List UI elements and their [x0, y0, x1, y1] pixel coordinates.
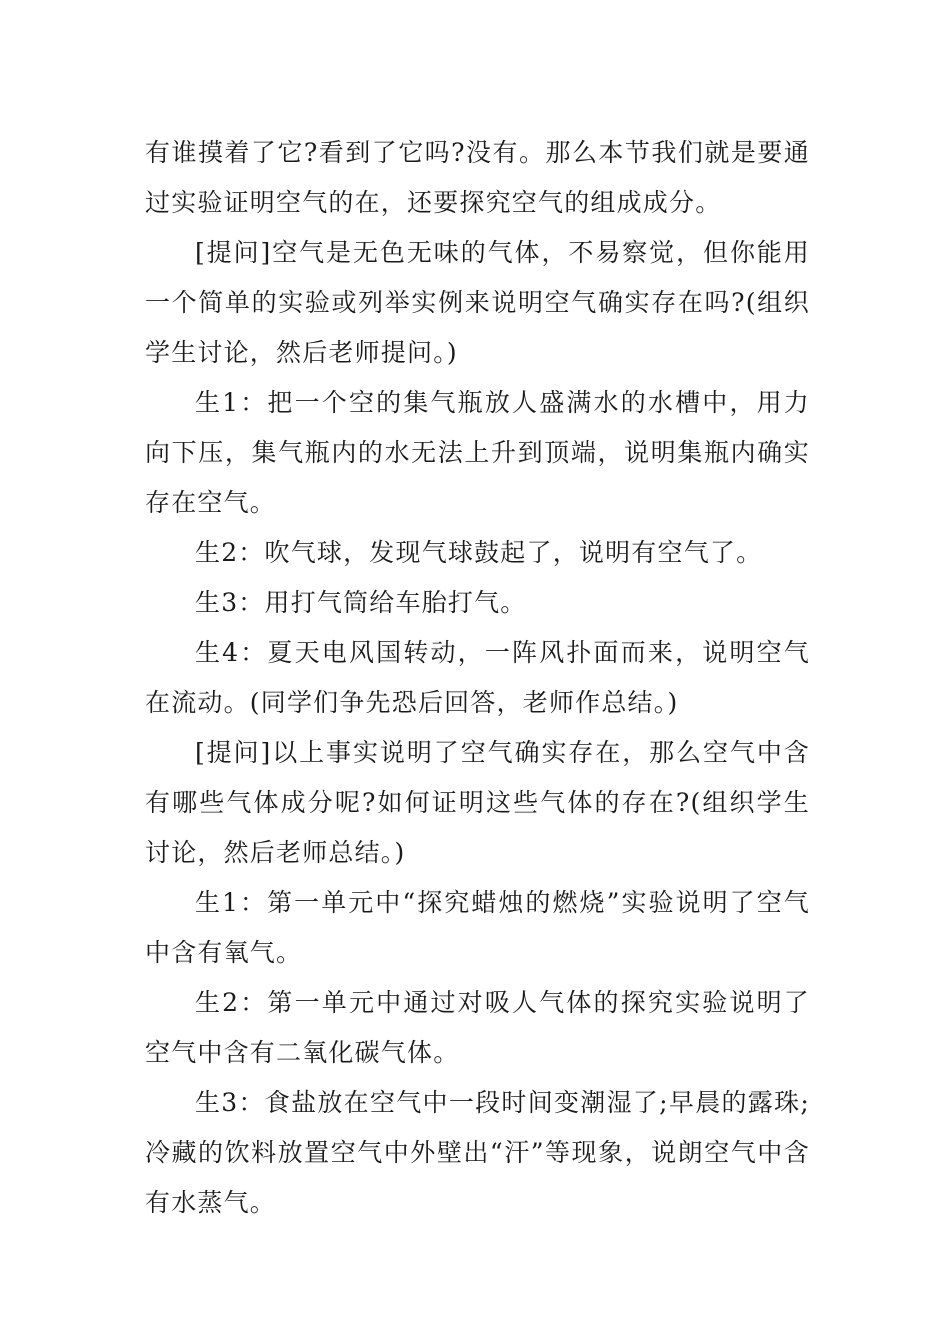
paragraph-7: [提问]以上事实说明了空气确实存在，那么空气中含有哪些气体成分呢?如何证明这些气体的存在?(组织学生讨论，然后老师总结。) — [145, 738, 810, 867]
paragraph-8: 生1：第一单元中“探究蜡烛的燃烧”实验说明了空气中含有氧气。 — [145, 888, 810, 967]
paragraph-1: 有谁摸着了它?看到了它吗?没有。那么本节我们就是要通过实验证明空气的在，还要探究空气的组成成分。 — [145, 138, 810, 217]
paragraph-5: 生3：用打气筒给车胎打气。 — [195, 588, 527, 617]
paragraph-6: 生4：夏天电风国转动，一阵风扑面而来，说明空气在流动。(同学们争先恐后回答，老师作总结。) — [145, 638, 810, 717]
paragraph-3: 生1：把一个空的集气瓶放人盛满水的水槽中，用力向下压，集气瓶内的水无法上升到顶端，说明集瓶内确实存在空气。 — [145, 388, 810, 517]
paragraph-2: [提问]空气是无色无味的气体，不易察觉，但你能用一个简单的实验或列举实例来说明空气确实存在吗?(组织学生讨论，然后老师提问。) — [145, 238, 810, 367]
paragraph-9: 生2：第一单元中通过对吸人气体的探究实验说明了空气中含有二氧化碳气体。 — [145, 988, 810, 1067]
paragraph-10: 生3：食盐放在空气中一段时间变潮湿了;早晨的露珠;冷藏的饮料放置空气中外壁出“汗”等现象，说朗空气中含有水蒸气。 — [145, 1088, 810, 1217]
paragraph-4: 生2：吹气球，发现气球鼓起了，说明有空气了。 — [195, 538, 763, 567]
document-body — [145, 128, 810, 1228]
